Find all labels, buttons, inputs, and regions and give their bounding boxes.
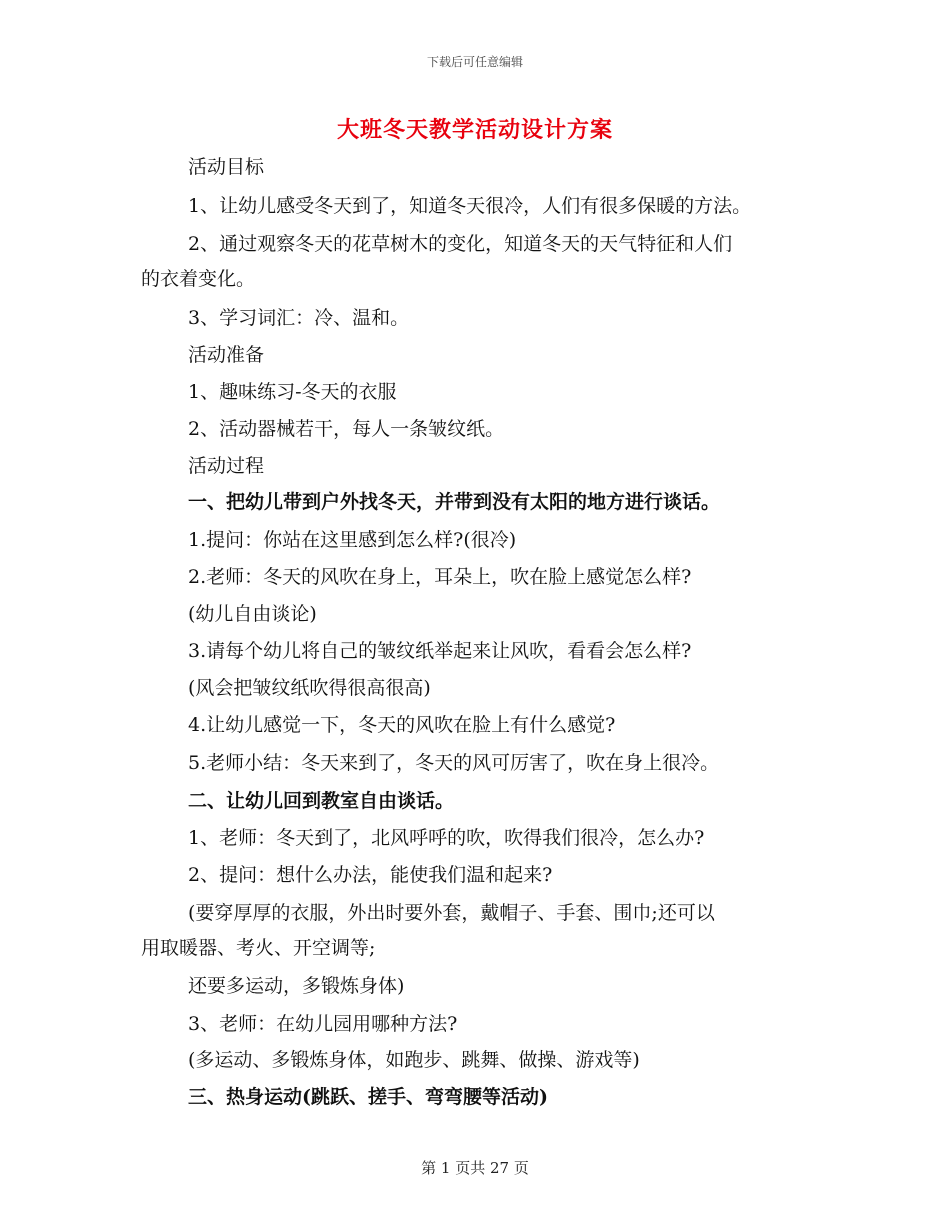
process-step-1-item-3: 3.请每个幼儿将自己的皱纹纸举起来让风吹，看看会怎么样? [188, 640, 692, 662]
process-step-1-item-4: 4.让幼儿感觉一下，冬天的风吹在脸上有什么感觉? [188, 714, 616, 736]
process-step-1-heading: 一、把幼儿带到户外找冬天，并带到没有太阳的地方进行谈话。 [188, 491, 721, 513]
document-title: 大班冬天教学活动设计方案 [336, 117, 613, 143]
preparation-item-1: 1、趣味练习-冬天的衣服 [188, 381, 397, 403]
process-step-2-note-1-continued: 用取暖器、考火、开空调等; [141, 937, 376, 959]
goal-item-1: 1、让幼儿感受冬天到了，知道冬天很冷，人们有很多保暖的方法。 [188, 195, 752, 217]
preparation-item-2: 2、活动器械若干，每人一条皱纹纸。 [188, 418, 505, 440]
process-step-2-item-1: 1、老师：冬天到了，北风呼呼的吹，吹得我们很冷，怎么办? [188, 827, 705, 849]
process-step-2-heading: 二、让幼儿回到教室自由谈话。 [188, 790, 455, 812]
page-header: 下载后可任意编辑 [426, 55, 523, 69]
process-step-1-item-5: 5.老师小结：冬天来到了，冬天的风可厉害了，吹在身上很冷。 [188, 752, 720, 774]
goal-item-2-continued: 的衣着变化。 [141, 268, 256, 290]
process-step-1-item-1: 1.提问：你站在这里感到怎么样?(很冷) [188, 529, 517, 551]
process-step-2-item-2: 2、提问：想什么办法，能使我们温和起来? [188, 864, 553, 886]
process-step-1-note-1: (幼儿自由谈论) [188, 603, 317, 625]
process-step-2-item-3: 3、老师：在幼儿园用哪种方法? [188, 1013, 458, 1035]
page-footer: 第 1 页共 27 页 [421, 1159, 529, 1177]
process-step-3-heading: 三、热身运动(跳跃、搓手、弯弯腰等活动) [188, 1086, 548, 1108]
process-step-2-note-2: 还要多运动，多锻炼身体) [188, 975, 405, 997]
goal-item-3: 3、学习词汇：冷、温和。 [188, 307, 410, 329]
process-step-2-note-3: (多运动、多锻炼身体，如跑步、跳舞、做操、游戏等) [188, 1049, 640, 1071]
section-heading-process: 活动过程 [188, 455, 265, 477]
section-heading-goals: 活动目标 [188, 156, 265, 178]
process-step-1-note-2: (风会把皱纹纸吹得很高很高) [188, 677, 431, 699]
section-heading-preparation: 活动准备 [188, 344, 265, 366]
process-step-1-item-2: 2.老师：冬天的风吹在身上，耳朵上，吹在脸上感觉怎么样? [188, 566, 692, 588]
goal-item-2: 2、通过观察冬天的花草树木的变化，知道冬天的天气特征和人们 [188, 233, 733, 255]
process-step-2-note-1: (要穿厚厚的衣服，外出时要外套，戴帽子、手套、围巾;还可以 [188, 902, 715, 924]
